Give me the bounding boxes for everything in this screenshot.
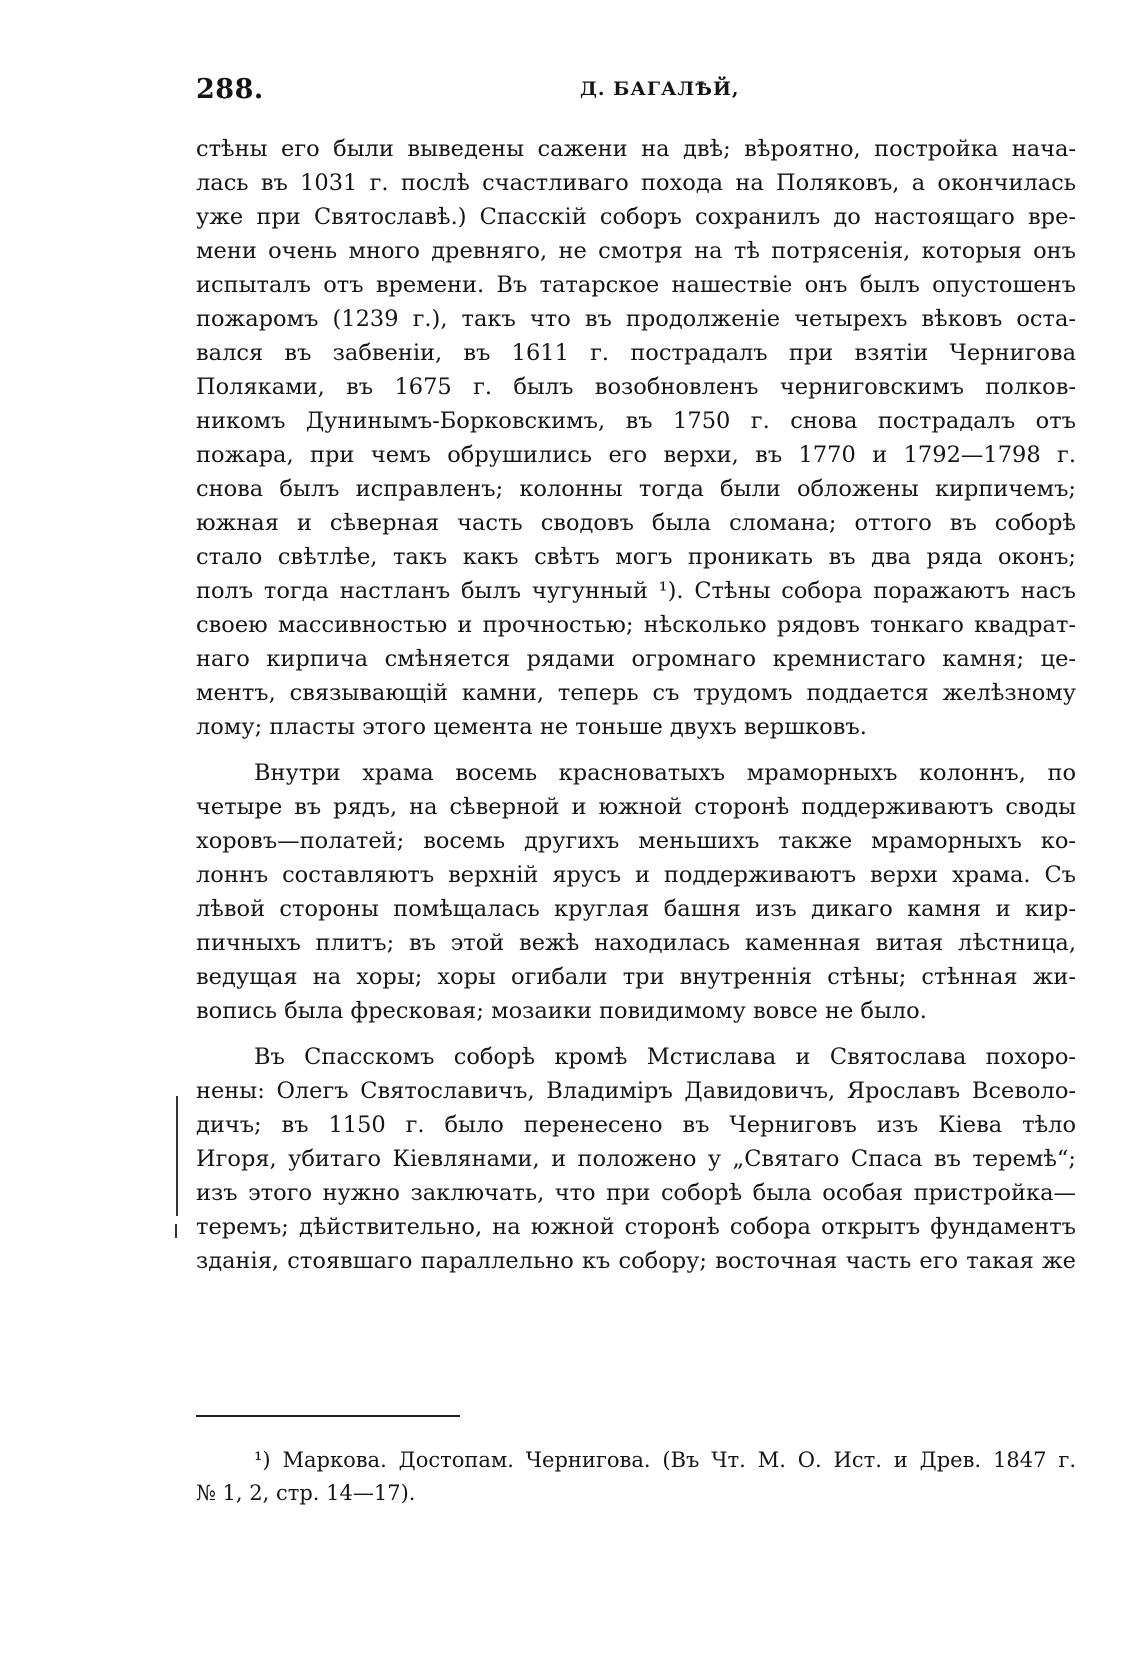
text-line: зданія, стоявшаго параллельно къ собору; восточная часть его такая же bbox=[196, 1248, 1076, 1274]
text-line: изъ этого нужно заключать, что при соборѣ была особая пристройка— bbox=[196, 1180, 1076, 1206]
text-line: дичъ; въ 1150 г. было перенесено въ Черниговъ изъ Кіева тѣло bbox=[196, 1112, 1076, 1138]
text-line: Поляками, въ 1675 г. былъ возобновленъ черниговскимъ полков- bbox=[196, 374, 1076, 400]
text-line: своею массивностью и прочностью; нѣсколько рядовъ тонкаго квадрат- bbox=[196, 612, 1076, 638]
paragraph-gap bbox=[196, 744, 1076, 756]
text-line: вопись была фресковая; мозаики повидимому вовсе не было. bbox=[196, 998, 927, 1024]
footnotes bbox=[196, 1444, 1076, 1510]
footnote-line: ¹) Маркова. Достопам. Чернигова. (Въ Чт. М. О. Ист. и Древ. 1847 г. bbox=[254, 1448, 1076, 1472]
text-line: лѣвой стороны помѣщалась круглая башня изъ дикаго камня и кир- bbox=[196, 896, 1076, 922]
text-line: лоннъ составляютъ верхній ярусъ и поддерживаютъ верхи храма. Съ bbox=[196, 862, 1076, 888]
text-line: стѣны его были выведены сажени на двѣ; вѣроятно, постройка нача- bbox=[196, 136, 1076, 162]
text-line: уже при Святославѣ.) Спасскій соборъ сохранилъ до настоящаго вре- bbox=[196, 204, 1076, 230]
text-line: хоровъ—полатей; восемь другихъ меньшихъ также мраморныхъ ко- bbox=[196, 828, 1076, 854]
text-line: пожаромъ (1239 г.), такъ что въ продолженіе четырехъ вѣковъ оста- bbox=[196, 306, 1076, 332]
paragraph-2 bbox=[196, 756, 1076, 1028]
text-line: вался въ забвеніи, въ 1611 г. пострадалъ при взятіи Чернигова bbox=[196, 340, 1076, 366]
paragraph-1 bbox=[196, 132, 1076, 744]
text-line: испыталъ отъ времени. Въ татарское нашествіе онъ былъ опустошенъ bbox=[196, 272, 1076, 298]
text-line: нены: Олегъ Святославичъ, Владиміръ Давидовичъ, Ярославъ Всеволо- bbox=[196, 1078, 1076, 1104]
text-line: теремъ; дѣйствительно, на южной сторонѣ собора открытъ фундаментъ bbox=[196, 1214, 1076, 1240]
footnote-rule bbox=[196, 1415, 460, 1417]
text-line: мени очень много древняго, не смотря на тѣ потрясенія, которыя онъ bbox=[196, 238, 1076, 264]
text-line: стало свѣтлѣе, такъ какъ свѣтъ могъ проникать въ два ряда оконъ; bbox=[196, 544, 1076, 570]
text-line: полъ тогда настланъ былъ чугунный ¹). Стѣны собора поражаютъ насъ bbox=[196, 578, 1076, 604]
text-line: Игоря, убитаго Кіевлянами, и положено у „Святаго Спаса въ теремѣ“; bbox=[196, 1146, 1076, 1172]
margin-pencil-mark bbox=[176, 1096, 178, 1216]
text-line: снова былъ исправленъ; колонны тогда были обложены кирпичемъ; bbox=[196, 476, 1076, 502]
text-line: лому; пласты этого цемента не тоньше двухъ вершковъ. bbox=[196, 714, 867, 740]
body-text bbox=[196, 132, 1076, 1278]
text-line: ментъ, связывающій камни, теперь съ трудомъ поддается желѣзному bbox=[196, 680, 1076, 706]
text-line: пожара, при чемъ обрушились его верхи, въ 1770 и 1792—1798 г. bbox=[196, 442, 1076, 468]
running-head: Д. БАГАЛѢЙ, bbox=[580, 78, 740, 100]
text-line: Въ Спасскомъ соборѣ кромѣ Мстислава и Святослава похоро- bbox=[254, 1044, 1076, 1070]
text-line: никомъ Дунинымъ-Борковскимъ, въ 1750 г. снова пострадалъ отъ bbox=[196, 408, 1076, 434]
text-line: наго кирпича смѣняется рядами огромнаго кремнистаго камня; це- bbox=[196, 646, 1076, 672]
text-line: четыре въ рядъ, на сѣверной и южной сторонѣ поддерживаютъ своды bbox=[196, 794, 1076, 820]
page-header bbox=[196, 74, 1076, 114]
footnote-line: № 1, 2, стр. 14—17). bbox=[196, 1481, 416, 1505]
paragraph-gap bbox=[196, 1028, 1076, 1040]
text-line: Внутри храма восемь красноватыхъ мраморныхъ колоннъ, по bbox=[254, 760, 1076, 786]
paragraph-3 bbox=[196, 1040, 1076, 1278]
text-line: ведущая на хоры; хоры огибали три внутреннія стѣны; стѣнная жи- bbox=[196, 964, 1076, 990]
text-line: южная и сѣверная часть сводовъ была сломана; оттого въ соборѣ bbox=[196, 510, 1076, 536]
text-line: пичныхъ плитъ; въ этой вежѣ находилась каменная витая лѣстница, bbox=[196, 930, 1076, 956]
page-number: 288. bbox=[196, 74, 264, 105]
text-line: лась въ 1031 г. послѣ счастливаго похода на Поляковъ, а окончилась bbox=[196, 170, 1076, 196]
margin-pencil-mark bbox=[175, 1224, 177, 1238]
